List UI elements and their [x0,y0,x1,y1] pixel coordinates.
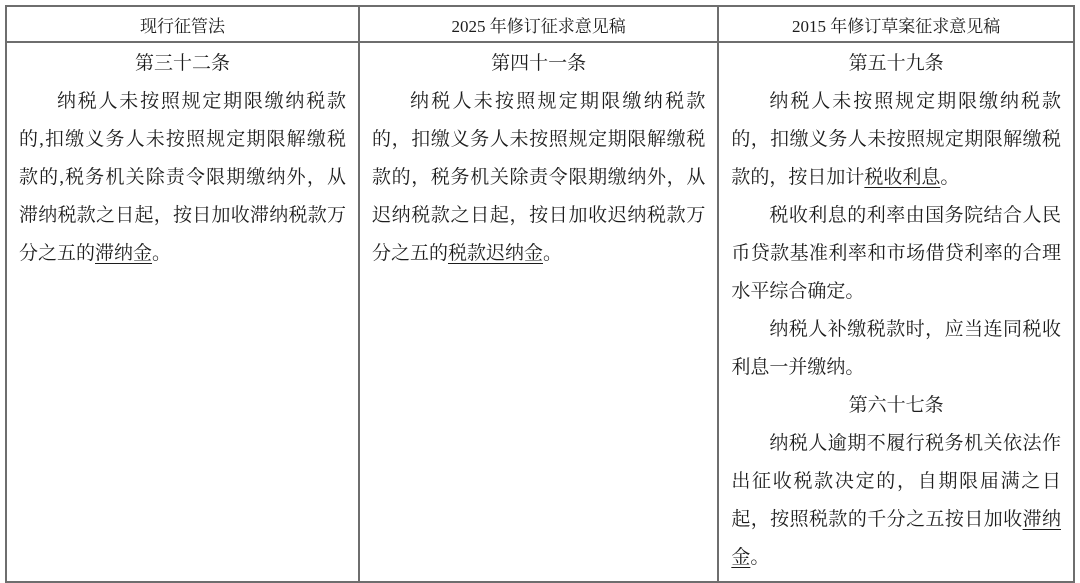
article-heading: 第三十二条 [134,53,230,74]
article-paragraph [372,83,705,273]
underlined-term: 税款迟纳金 [447,243,543,264]
article-paragraph [731,83,1061,197]
underlined-term: 滞纳金 [95,243,153,264]
article-paragraph [19,83,346,273]
text-segment: 。 [543,243,563,264]
column-header-2015-draft: 2015 年修订草案征求意见稿 [718,6,1074,42]
text-segment: 。 [750,547,770,568]
text-segment: 纳税人未按照规定期限缴纳税款的，扣缴义务人未按照规定期限解缴税款的，按日加计 [731,91,1061,188]
underlined-term: 税收利息 [864,167,941,188]
text-segment: 纳税人逾期不履行税务机关依法作出征收税款决定的，自期限届满之日起，按照税款的千分之五按日加收 [731,433,1061,530]
cell-current-law [6,42,359,582]
cell-2015-draft [718,42,1074,582]
text-segment: 税收利息的利率由国务院结合人民币贷款基准利率和市场借贷利率的合理水平综合确定。 [731,205,1061,302]
text-segment: 纳税人未按照规定期限缴纳税款的,扣缴义务人未按照规定期限解缴税款的,税务机关除责令限期缴纳外，从滞纳税款之日起，按日加收滞纳税款万分之五的 [19,91,346,264]
column-header-2025-draft: 2025 年修订征求意见稿 [359,6,718,42]
text-segment: 纳税人未按照规定期限缴纳税款的，扣缴义务人未按照规定期限解缴税款的，税务机关除责令限期缴纳外，从迟纳税款之日起，按日加收迟纳税款万分之五的 [371,91,706,264]
law-comparison-table-container [5,5,1075,568]
law-comparison-table [5,5,1075,583]
text-segment: 。 [152,243,172,264]
table-header-row [6,6,1074,42]
underlined-term: 滞纳金 [731,509,1061,568]
article-paragraph [731,425,1061,577]
column-header-current-law: 现行征管法 [6,6,359,42]
text-segment: 纳税人补缴税款时，应当连同税收利息一并缴纳。 [731,319,1061,378]
cell-2025-draft [359,42,718,582]
article-heading: 第五十九条 [848,53,944,74]
text-segment: 。 [940,167,960,188]
article-heading: 第四十一条 [491,53,587,74]
article-paragraph [731,311,1061,387]
table-body [6,42,1074,582]
article-paragraph [731,197,1061,311]
article-heading: 第六十七条 [848,395,944,416]
